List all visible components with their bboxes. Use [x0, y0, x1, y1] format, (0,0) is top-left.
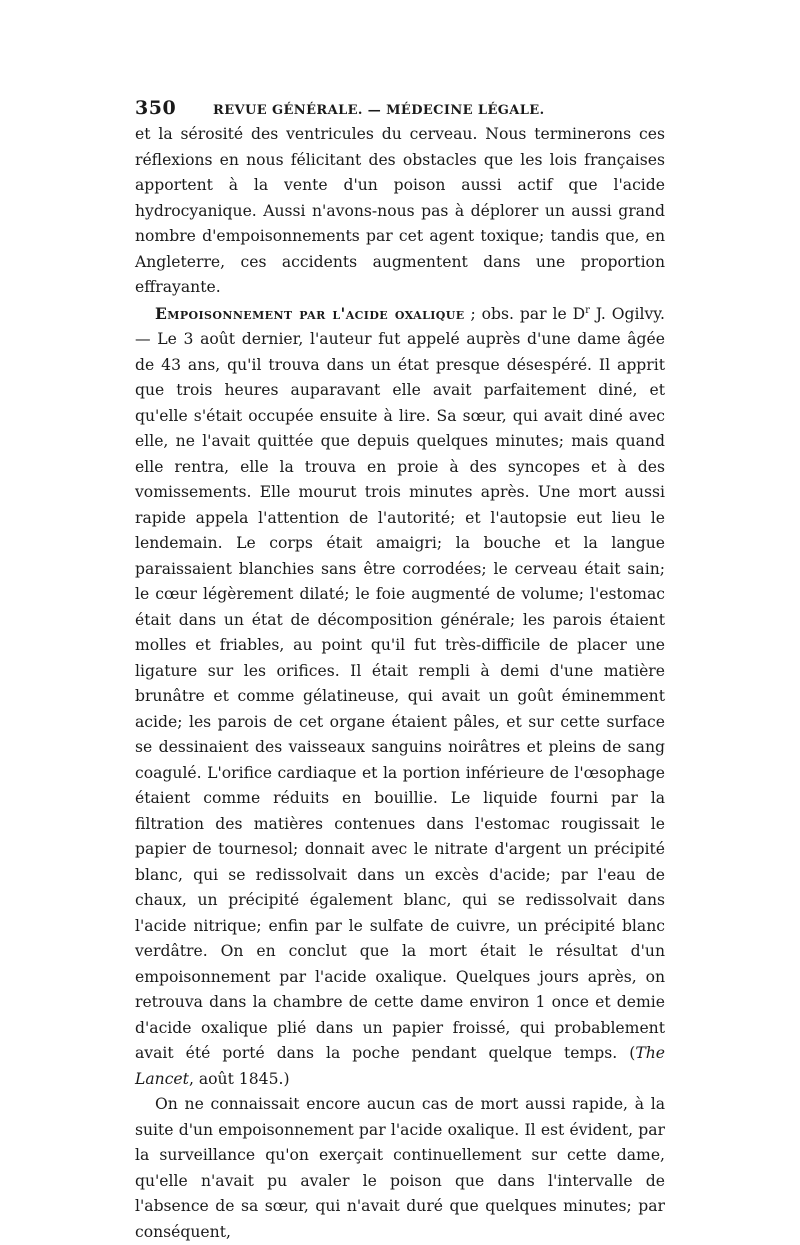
paragraph-commentary: On ne connaissait encore aucun cas de mort aussi rapide, à la suite d'un empoisonnement par l'acide oxalique. Il est évident, par la surveillance qu'on exerçait continuellement sur cette dame, qu'elle n'avait pu avaler le poison que dans l'intervalle de l'absence de sa sœur, qui n'avait duré que quelques minutes; par conséquent, [135, 1095, 665, 1241]
doctor-superscript: r [585, 304, 590, 316]
paragraph-observation [135, 301, 665, 1093]
running-header [135, 98, 665, 122]
observation-body: J. Ogilvy. — Le 3 août dernier, l'auteur fut appelé auprès d'une dame âgée de 43 ans, qu'il trouva dans un état presque désespéré. Il apprit que trois heures auparavant elle avait parfaitement diné, et qu'elle s'était occupée ensuite à lire. Sa sœur, qui avait diné avec elle, ne l'avait quittée que depuis quelques minutes; mais quand elle rentra, elle la trouva en proie à des syncopes et à des vomissements. Elle mourut trois minutes après. Une mort aussi rapide appela l'attention de l'autorité; et l'autopsie eut lieu le lendemain. Le corps était amaigri; la bouche et la langue paraissaient blanchies sans être corrodées; le cerveau était sain; le cœur légèrement dilaté; le foie augmenté de volume; l'estomac était dans un état de décomposition générale; les parois étaient molles et friables, au point qu'il fut très-difficile de placer une ligature sur les orifices. Il était rempli à demi d'une matière brunâtre et comme gélatineuse, qui avait un goût éminemment acide; les parois de cet organe étaient pâles, et sur cette surface se dessinaient des vaisseaux sanguins noirâtres et pleins de sang coagulé. L'orifice cardiaque et la portion inférieure de l'œsophage étaient comme réduits en bouillie. Le liquide fourni par la filtration des matières contenues dans l'estomac rougissait le papier de tournesol; donnait avec le nitrate d'argent un précipité blanc, qui se redissolvait dans un excès d'acide; par l'eau de chaux, un précipité également blanc, qui se redissolvait dans l'acide nitrique; enfin par le sulfate de cuivre, un précipité blanc verdâtre. On en conclut que la mort était le résultat d'un empoisonnement par l'acide oxalique. Quelques jours après, on retrouva dans la chambre de cette dame environ 1 once et demie d'acide oxalique plié dans un papier froissé, qui probablement avait été porté dans la poche pendant quelque temps. ( [135, 304, 666, 1062]
citation-date: , août 1845.) [188, 1069, 290, 1088]
document-page [135, 98, 665, 1245]
running-title: REVUE GÉNÉRALE. — MÉDECINE LÉGALE. [213, 103, 545, 118]
paragraph-continuation: et la sérosité des ventricules du cerveau. Nous terminerons ces réflexions en nous félicitant des obstacles que les lois françaises apportent à la vente d'un poison aussi actif que l'acide hydrocyanique. Aussi n'avons-nous pas à déplorer un aussi grand nombre d'empoisonnements par cet agent toxique; tandis que, en Angleterre, ces accidents augmentent dans une proportion effrayante. [135, 125, 665, 296]
source-citation: The Lancet [135, 1044, 665, 1088]
page-number: 350 [135, 98, 177, 119]
section-title: Empoisonnement par l'acide oxalique [155, 303, 465, 323]
body-text [135, 122, 665, 1245]
observation-author-prefix: ; obs. par le D [464, 304, 586, 323]
